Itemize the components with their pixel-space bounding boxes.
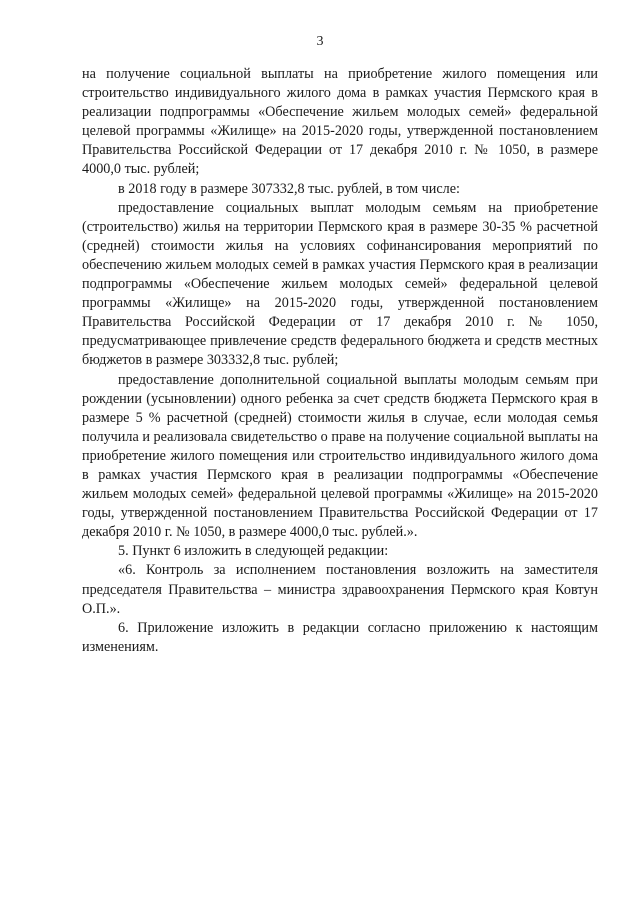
paragraph: «6. Контроль за исполнением постановления возложить на заместителя председателя Правительства – министра здравоохранения Пермского края Ковтун О.П.». <box>82 562 598 617</box>
paragraph: 5. Пункт 6 изложить в следующей редакции: <box>118 543 389 560</box>
paragraph: в 2018 году в размере 307332,8 тыс. рублей, в том числе: <box>118 180 460 197</box>
paragraph: предоставление социальных выплат молодым семьям на приобретение (строительство) жилья на территории Пермского края в размере 30-35 % расчетной (средней) стоимости жилья на условиях софинансирования мероприятий по обеспечению жильем молодых семей в рамках участия Пермского края в реализации подпрограммы «Обеспечение жильем молодых семей» федеральной целевой программы «Жилище» на 2015-2020 годы, утвержденной постановлением Правительства Российской Федерации от 17 декабря 2010 г. № 1050, предусматривающее привлечение средств федерального бюджета и средств местных бюджетов в размере 303332,8 тыс. рублей; <box>82 199 598 369</box>
page-number: 3 <box>316 34 324 49</box>
document-body <box>82 65 598 657</box>
paragraph: 6. Приложение изложить в редакции согласно приложению к настоящим изменениям. <box>82 619 598 655</box>
paragraph: предоставление дополнительной социальной выплаты молодым семьям при рождении (усыновлении) одного ребенка за счет средств бюджета Пермского края в размере 5 % расчетной (средней) стоимости жилья в случае, если молодая семья получила и реализовала свидетельство о праве на получение социальной выплаты на приобретение жилого помещения или строительство индивидуального жилого дома в рамках участия Пермского края в реализации подпрограммы «Обеспечение жильем молодых семей» федеральной целевой программы «Жилище» на 2015-2020 годы, утвержденной постановлением Правительства Российской Федерации от 17 декабря 2010 г. № 1050, в размере 4000,0 тыс. рублей.». <box>82 371 598 541</box>
paragraph: на получение социальной выплаты на приобретение жилого помещения или строительство индивидуального жилого дома в рамках участия Пермского края в реализации подпрограммы «Обеспечение жильем молодых семей» федеральной целевой программы «Жилище» на 2015-2020 годы, утвержденной постановлением Правительства Российской Федерации от 17 декабря 2010 г. № 1050, в размере 4000,0 тыс. рублей; <box>82 66 598 178</box>
